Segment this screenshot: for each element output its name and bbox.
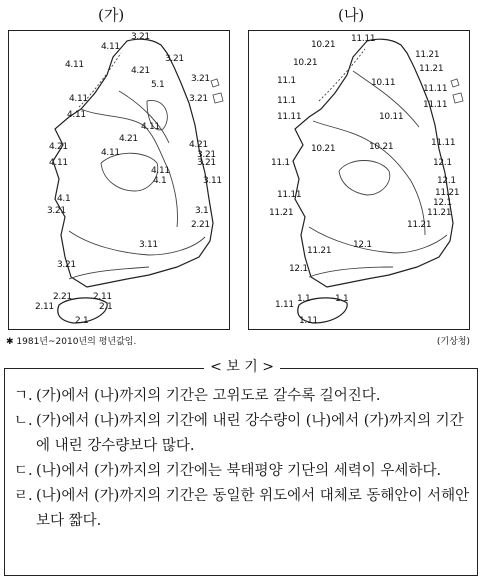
isoline-label: 11.21: [415, 50, 440, 60]
isoline-label: 11.11: [277, 190, 302, 200]
isoline-label: 3.21: [57, 260, 76, 270]
map-panel-ga: [8, 30, 230, 330]
isoline-label: 2.21: [191, 220, 210, 230]
isoline-label: 12.1: [437, 176, 456, 186]
isoline-label: 11.21: [407, 220, 432, 230]
map-label-ga: (가): [98, 6, 125, 24]
source-label: (기상청): [436, 337, 470, 347]
isoline-label: 4.1: [57, 194, 71, 204]
isoline-label: 11.11: [351, 34, 376, 44]
option-marker: ㄱ.: [14, 388, 33, 404]
isoline-label: 1.11: [275, 300, 294, 310]
isoline-label: 2.1: [75, 316, 89, 326]
isoline-label: 11.21: [427, 208, 452, 218]
isoline-label: 11.11: [431, 138, 456, 148]
isoline-label: 10.21: [293, 58, 318, 68]
isoline-label: 2.11: [93, 292, 112, 302]
isoline-label: 4.11: [141, 122, 160, 132]
footnote: ✱ 1981년~2010년의 평년값임.: [6, 337, 137, 347]
option-text: (나)에서 (가)까지의 기간에는 북태평양 기단의 세력이 우세하다.: [36, 463, 442, 479]
isoline-label: 11.21: [307, 246, 332, 256]
isoline-label: 11.21: [269, 208, 294, 218]
isoline-label: 3.1: [195, 206, 209, 216]
isoline-label: 12.1: [289, 264, 308, 274]
map-label-na: (나): [338, 6, 365, 24]
isoline-label: 3.11: [139, 240, 158, 250]
map-panel-na: [248, 30, 470, 330]
isoline-label: 2.21: [53, 292, 72, 302]
isoline-label: 3.21: [197, 158, 216, 168]
option-marker: ㄴ.: [14, 413, 33, 429]
option-marker: ㄷ.: [14, 463, 33, 479]
option-item: [14, 484, 470, 534]
isoline-label: 11.21: [419, 64, 444, 74]
isoline-label: 2.1: [99, 302, 113, 312]
isoline-label: 11.1: [277, 96, 296, 106]
isoline-label: 11.1: [277, 76, 296, 86]
option-marker: ㄹ.: [14, 488, 33, 504]
isoline-label: 4.21: [119, 134, 138, 144]
isoline-label: 4.21: [49, 142, 68, 152]
isoline-label: 11.21: [435, 188, 460, 198]
isoline-label: 3.21: [131, 32, 150, 42]
isoline-label: 10.11: [379, 112, 404, 122]
isoline-label: 4.11: [69, 94, 88, 104]
option-list: [14, 384, 470, 534]
isoline-label: 4.11: [49, 158, 68, 168]
isoline-label: 5.1: [151, 80, 165, 90]
option-item: [14, 409, 470, 459]
isoline-label: 12.1: [353, 240, 372, 250]
option-text: (가)에서 (나)까지의 기간에 내린 강수량이 (나)에서 (가)까지의 기간에 내린 강수량보다 많다.: [36, 413, 464, 454]
isoline-label: 1.1: [335, 294, 349, 304]
option-text: (가)에서 (나)까지의 기간은 고위도로 갈수록 길어진다.: [36, 388, 381, 404]
isoline-label: 11.11: [423, 100, 448, 110]
isoline-label: 12.1: [433, 158, 452, 168]
isoline-label: 2.11: [35, 302, 54, 312]
bogi-title-text: < 보 기 >: [204, 359, 280, 375]
isoline-label: 3.11: [203, 176, 222, 186]
isoline-label: 4.11: [101, 148, 120, 158]
option-item: [14, 459, 470, 484]
isoline-label: 4.11: [151, 166, 170, 176]
bogi-title: [0, 356, 484, 376]
isoline-label: 10.21: [369, 142, 394, 152]
isoline-label: 4.11: [65, 60, 84, 70]
isoline-label: 3.21: [197, 150, 216, 160]
isoline-label: 4.1: [153, 176, 167, 186]
isoline-label: 3.21: [189, 94, 208, 104]
isoline-label: 1.11: [299, 316, 318, 326]
isoline-label: 3.21: [191, 74, 210, 84]
isoline-label: 3.21: [165, 54, 184, 64]
option-item: [14, 384, 470, 409]
isoline-label: 11.11: [277, 112, 302, 122]
isoline-label: 4.21: [131, 66, 150, 76]
isoline-label: 11.1: [271, 158, 290, 168]
isoline-label: 4.11: [67, 110, 86, 120]
isoline-label: 3.21: [47, 206, 66, 216]
isoline-label: 10.21: [311, 40, 336, 50]
isoline-label: 12.1: [433, 198, 452, 208]
isoline-label: 4.21: [189, 140, 208, 150]
isoline-label: 10.11: [371, 78, 396, 88]
option-text: (나)에서 (가)까지의 기간은 동일한 위도에서 대체로 동해안이 서해안보다 짧다.: [36, 488, 470, 529]
isoline-label: 1.1: [297, 294, 311, 304]
isoline-label: 4.11: [101, 42, 120, 52]
isoline-label: 11.11: [423, 84, 448, 94]
isoline-label: 10.21: [311, 144, 336, 154]
